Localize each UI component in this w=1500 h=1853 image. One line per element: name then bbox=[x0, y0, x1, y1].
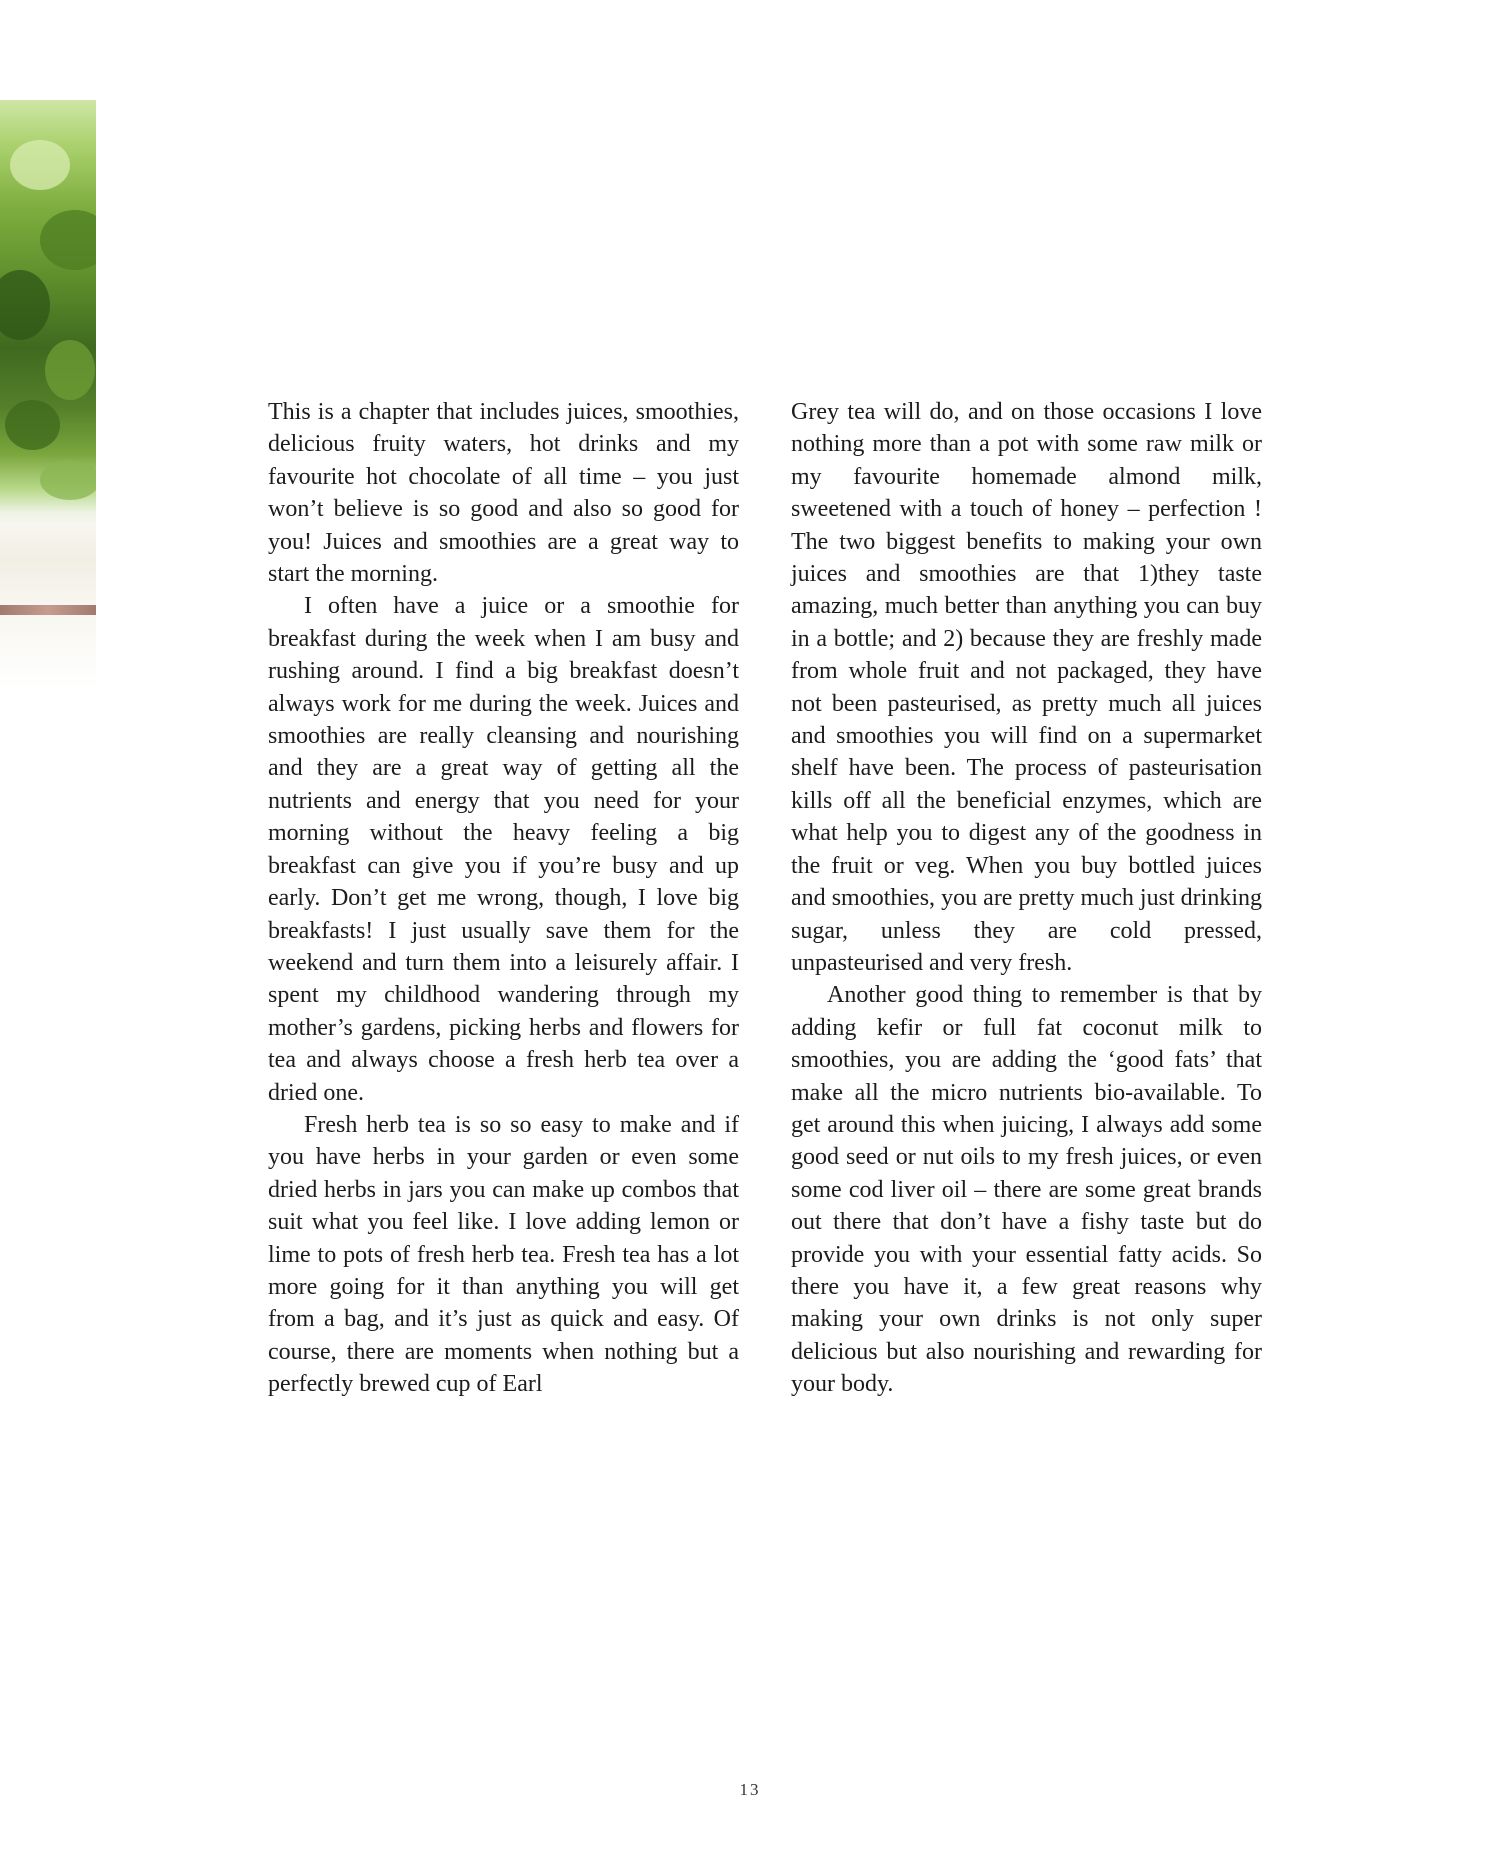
photo-band bbox=[0, 605, 96, 615]
right-column bbox=[791, 396, 1262, 1401]
paragraph: Grey tea will do, and on those occasions I love nothing more than a pot with some raw milk or my favourite homemade almond milk, sweetened with a touch of honey – perfection ! The two biggest benefits to making your own juices and smoothies are that 1)they taste amazing, much better than anything you can buy in a bottle; and 2) because they are freshly made from whole fruit and not packaged, they have not been pasteurised, as pretty much all juices and smoothies you will find on a supermarket shelf have been. The process of pasteurisation kills off all the beneficial enzymes, which are what help you to digest any of the goodness in the fruit or veg. When you buy bottled juices and smoothies, you are pretty much just drinking sugar, unless they are cold pressed, unpasteurised and very fresh. bbox=[791, 399, 1262, 976]
paragraph: Fresh herb tea is so so easy to make and if you have herbs in your garden or even some dried herbs in jars you can make up combos that suit what you feel like. I love adding lemon or lime to pots of fresh herb tea. Fresh tea has a lot more going for it than anything you will get from a bag, and it’s just as quick and easy. Of course, there are moments when nothing but a perfectly brewed cup of Earl bbox=[268, 1111, 739, 1398]
cropped-photo-greenery bbox=[0, 100, 96, 690]
page-number: 13 bbox=[739, 1780, 761, 1799]
left-column bbox=[268, 396, 739, 1401]
paragraph: This is a chapter that includes juices, smoothies, delicious fruity waters, hot drinks and my favourite hot chocolate of all time – you just won’t believe is so good and also so good for you! Juices and smoothies are a great way to start the morning. bbox=[268, 399, 739, 588]
paragraph: I often have a juice or a smoothie for breakfast during the week when I am busy and rushing around. I find a big breakfast doesn’t always work for me during the week. Juices and smoothies are really cleansing and nourishing and they are a great way of getting all the nutrients and energy that you need for your morning without the heavy feeling a big breakfast can give you if you’re busy and up early. Don’t get me wrong, though, I love big breakfasts! I just usually save them for the weekend and turn them into a leisurely affair. I spent my childhood wandering through my mother’s gardens, picking herbs and flowers for tea and always choose a fresh herb tea over a dried one. bbox=[268, 593, 739, 1106]
text-columns bbox=[268, 396, 1262, 1401]
paragraph: Another good thing to remember is that by adding kefir or full fat coconut milk to smoothies, you are adding the ‘good fats’ that make all the micro nutrients bio-available. To get around this when juicing, I always add some good seed or nut oils to my fresh juices, or even some cod liver oil – there are some great brands out there that don’t have a fishy taste but do provide you with your essential fatty acids. So there you have it, a few great reasons why making your own drinks is not only super delicious but also nourishing and rewarding for your body. bbox=[791, 982, 1262, 1398]
